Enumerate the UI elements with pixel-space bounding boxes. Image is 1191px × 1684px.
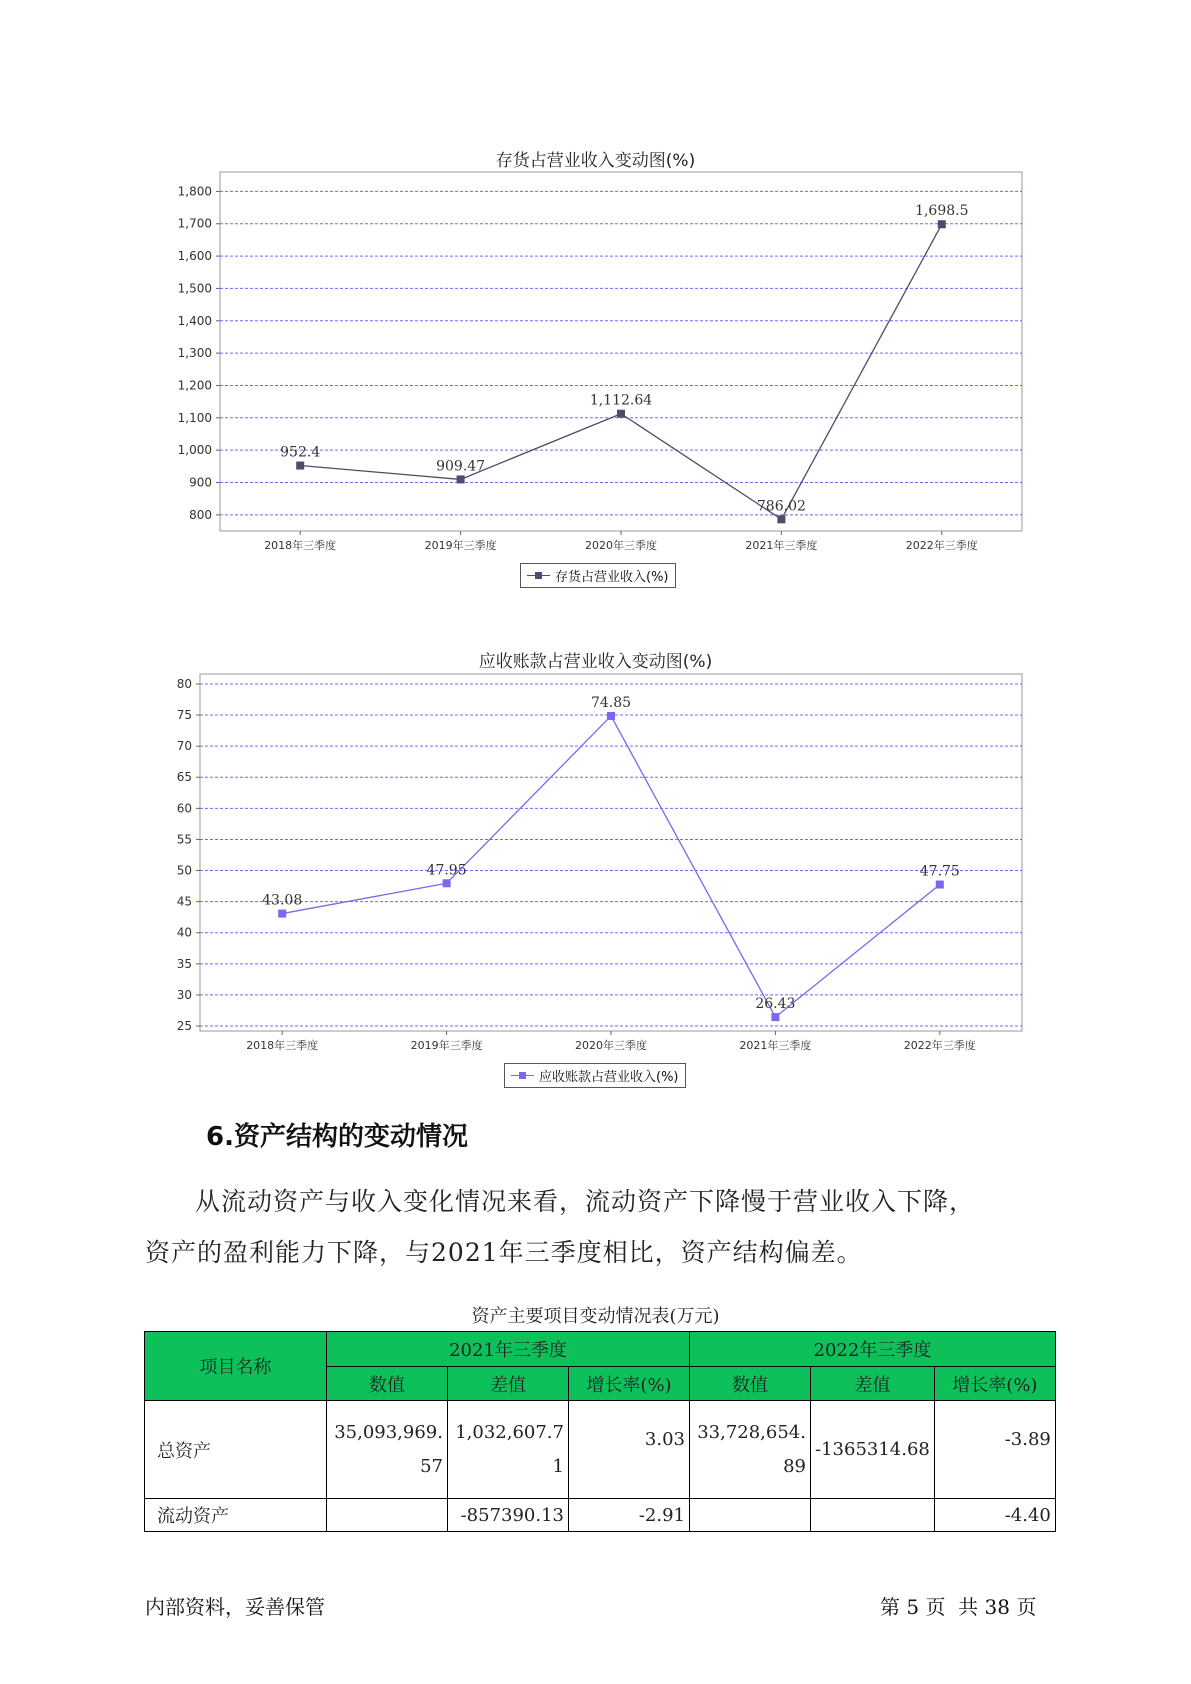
- footer-page-number: 第 5 页 共 38 页: [880, 1595, 1037, 1619]
- cell-diff-2022: -1365314.68: [811, 1401, 935, 1499]
- cell-value-2022: [690, 1499, 811, 1532]
- chart1-y-tick-label: 1,000: [177, 443, 212, 458]
- cell-diff-2022: [811, 1499, 935, 1532]
- chart2-legend-marker-icon: [511, 1072, 534, 1079]
- chart1-x-tick-label: 2020年三季度: [585, 539, 657, 552]
- chart1-data-label: 786.02: [756, 498, 806, 515]
- table-row: [145, 1499, 1056, 1532]
- table-caption: 资产主要项目变动情况表(万元): [471, 1306, 720, 1327]
- chart2-data-label: 47.75: [919, 863, 960, 880]
- cell-growth-2022: -4.40: [934, 1499, 1055, 1532]
- chart2-data-point: [936, 881, 944, 889]
- header-growth: 增长率(%): [934, 1367, 1055, 1401]
- header-period-2022: 2022年三季度: [690, 1332, 1056, 1367]
- chart1-y-tick-label: 1,200: [177, 378, 212, 393]
- footer-confidential-note: 内部资料，妥善保管: [145, 1595, 325, 1619]
- chart1-data-label: 952.4: [280, 444, 321, 461]
- chart1-y-tick-label: 1,700: [177, 216, 212, 231]
- chart1-y-tick-label: 1,300: [177, 346, 212, 361]
- cell-name: 总资产: [145, 1401, 327, 1499]
- chart2-data-point: [443, 879, 451, 887]
- chart2-plot-area: [200, 674, 1022, 1031]
- header-value: 数值: [327, 1367, 448, 1401]
- cell-value-2021: 35,093,969.57: [327, 1401, 448, 1499]
- chart2-y-tick-label: 30: [176, 987, 192, 1002]
- cell-value-2022: 33,728,654.89: [690, 1401, 811, 1499]
- cell-name: 流动资产: [145, 1499, 327, 1532]
- chart1-y-tick-label: 1,800: [177, 184, 212, 199]
- table-header-row-1: [145, 1332, 1056, 1367]
- chart1-y-tick-label: 900: [189, 475, 212, 490]
- paragraph-line-1-text: 从流动资产与收入变化情况来看，流动资产下降慢于营业收入下降，: [195, 1187, 976, 1216]
- header-item-name: 项目名称: [145, 1332, 327, 1401]
- chart1-x-tick-label: 2022年三季度: [905, 539, 978, 552]
- cell-diff-2021: -857390.13: [448, 1499, 569, 1532]
- header-diff: 差值: [448, 1367, 569, 1401]
- cell-growth-2022: -3.89: [934, 1401, 1055, 1499]
- chart2-data-label: 43.08: [262, 892, 303, 909]
- paragraph-line-1: [145, 1176, 1050, 1227]
- chart2-y-tick-label: 55: [176, 832, 192, 847]
- paragraph-line-2: 资产的盈利能力下降，与2021年三季度相比，资产结构偏差。: [145, 1238, 863, 1267]
- chart2-data-point: [607, 712, 615, 720]
- chart1-data-label: 909.47: [436, 458, 486, 475]
- cell-diff-2021: 1,032,607.71: [448, 1401, 569, 1499]
- chart1-y-tick-label: 1,500: [177, 281, 212, 296]
- header-value: 数值: [690, 1367, 811, 1401]
- chart1-legend-label: 存货占营业收入(%): [555, 570, 669, 585]
- chart2-y-tick-label: 45: [176, 894, 192, 909]
- chart1-data-label: 1,112.64: [589, 392, 653, 409]
- chart2-legend-label: 应收账款占营业收入(%): [539, 1070, 679, 1085]
- header-diff: 差值: [811, 1367, 935, 1401]
- chart2-y-tick-label: 65: [176, 770, 192, 785]
- chart1-y-tick-label: 1,100: [177, 410, 212, 425]
- chart2-x-tick-label: 2020年三季度: [575, 1039, 647, 1052]
- chart2-data-point: [771, 1013, 779, 1021]
- chart2-y-tick-label: 75: [176, 708, 192, 723]
- chart2-y-tick-label: 60: [176, 801, 192, 816]
- chart1-x-tick-label: 2019年三季度: [424, 539, 497, 552]
- chart2-legend: [504, 1063, 686, 1088]
- chart2-x-tick-label: 2019年三季度: [410, 1039, 483, 1052]
- chart2-x-tick-label: 2021年三季度: [739, 1039, 812, 1052]
- cell-growth-2021: -2.91: [569, 1499, 690, 1532]
- chart2-data-label: 74.85: [590, 694, 632, 711]
- chart2-y-tick-label: 35: [176, 956, 192, 971]
- header-period-2021: 2021年三季度: [327, 1332, 690, 1367]
- chart1-y-tick-label: 1,400: [177, 313, 212, 328]
- chart2-x-tick-label: 2022年三季度: [903, 1039, 976, 1052]
- chart2-data-label: 47.95: [426, 862, 467, 879]
- chart2-y-tick-label: 50: [176, 863, 192, 878]
- chart1-x-tick-label: 2018年三季度: [264, 539, 337, 552]
- chart2-x-tick-label: 2018年三季度: [246, 1039, 319, 1052]
- section-heading: 6.资产结构的变动情况: [206, 1122, 468, 1152]
- cell-growth-2021: 3.03: [569, 1401, 690, 1499]
- chart2-y-tick-label: 70: [176, 739, 192, 754]
- chart1-x-tick-label: 2021年三季度: [745, 539, 818, 552]
- cell-value-2021: [327, 1499, 448, 1532]
- chart2-y-tick-label: 40: [176, 925, 192, 940]
- chart1-data-label: 1,698.5: [915, 203, 969, 220]
- chart1-y-tick-label: 1,600: [177, 249, 212, 264]
- chart1-title: 存货占营业收入变动图(%): [495, 151, 696, 171]
- chart2-data-label: 26.43: [755, 996, 796, 1013]
- table-row: [145, 1401, 1056, 1499]
- header-growth: 增长率(%): [569, 1367, 690, 1401]
- chart2-data-point: [278, 910, 286, 918]
- chart2-y-tick-label: 25: [176, 1019, 192, 1034]
- chart1-y-tick-label: 800: [189, 507, 212, 522]
- chart2-title: 应收账款占营业收入变动图(%): [478, 652, 713, 672]
- assets-table: [144, 1331, 1056, 1532]
- chart2-y-tick-label: 80: [176, 676, 192, 691]
